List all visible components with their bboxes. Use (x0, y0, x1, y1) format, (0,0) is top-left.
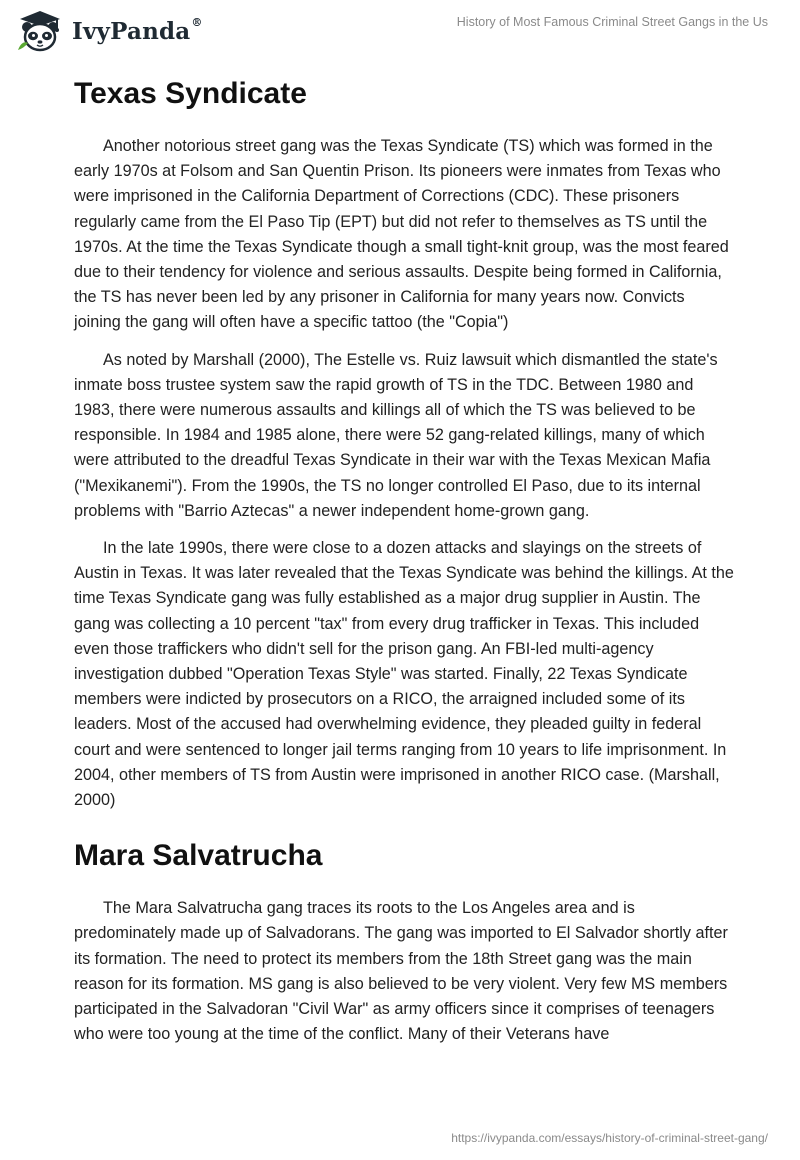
footer-source-url[interactable]: https://ivypanda.com/essays/history-of-criminal-street-gang/ (451, 1131, 768, 1145)
paragraph: In the late 1990s, there were close to a dozen attacks and slayings on the streets of Austin in Texas. It was later revealed that the Texas Syndicate was behind the killings. At the time Texas Syndicate gang was fully established as a major drug supplier in Austin. The gang was collecting a 10 percent "tax" from every drug trafficker in Texas. This included even those traffickers who didn't sell for the prison gang. An FBI-led multi-agency investigation dubbed "Operation Texas Style" was started. Finally, 22 Texas Syndicate members were indicted by prosecutors on a RICO, the arraigned included some of its leaders. Most of the accused had overwhelming evidence, they pleaded guilty in federal court and were sentenced to longer jail terms ranging from 10 years to life imprisonment. In 2004, other members of TS from Austin were imprisoned in another RICO case. (Marshall, 2000) (74, 539, 734, 810)
paragraph: Another notorious street gang was the Texas Syndicate (TS) which was formed in the early 1970s at Folsom and San Quentin Prison. Its pioneers were inmates from Texas who were imprisoned in the California Department of Corrections (CDC). These prisoners regularly came from the El Paso Tip (EPT) but did not refer to themselves as TS until the 1970s. At the time the Texas Syndicate though a small tight-knit group, was the most feared due to their tendency for violence and serious assaults. Despite being formed in California, the TS has never been led by any prisoner in California for many years now. Convicts joining the gang will often have a specific tattoo (the "Copia") (74, 137, 729, 332)
brand-name: IvyPanda® (72, 15, 203, 45)
registered-mark: ® (191, 15, 203, 29)
document-header-title: History of Most Famous Criminal Street Gangs in the Us (456, 15, 768, 29)
panda-graduate-icon (16, 10, 64, 52)
section-mara-salvatrucha (74, 833, 734, 1047)
paragraph: The Mara Salvatrucha gang traces its roots to the Los Angeles area and is predominately made up of Salvadorans. The gang was imported to El Salvador shortly after its formation. The need to protect its members from the 18th Street gang was the main reason for its formation. MS gang is also believed to be very violent. Very few MS members participated in the Salvadoran "Civil War" as army officers since it comprises of teenagers who were too young at the time of the conflict. Many of their Veterans have (74, 899, 728, 1044)
section-heading: Texas Syndicate (74, 77, 307, 110)
section-heading: Mara Salvatrucha (74, 839, 323, 873)
brand-logo[interactable] (16, 9, 203, 53)
section-texas-syndicate (74, 71, 734, 813)
paragraph: As noted by Marshall (2000), The Estelle vs. Ruiz lawsuit which dismantled the state's inmate boss trustee system saw the rapid growth of TS in the TDC. Between 1980 and 1983, there were numerous assaults and killings all of which the TS was believed to be responsible. In 1984 and 1985 alone, there were 52 gang-related killings, many of which were attributed to the dreadful Texas Syndicate in their war with the Texas Mexican Mafia ("Mexikanemi"). From the 1990s, the TS no longer controlled El Paso, due to its internal problems with "Barrio Aztecas" a newer independent home-grown gang. (74, 350, 718, 520)
essay-content (74, 68, 734, 1048)
